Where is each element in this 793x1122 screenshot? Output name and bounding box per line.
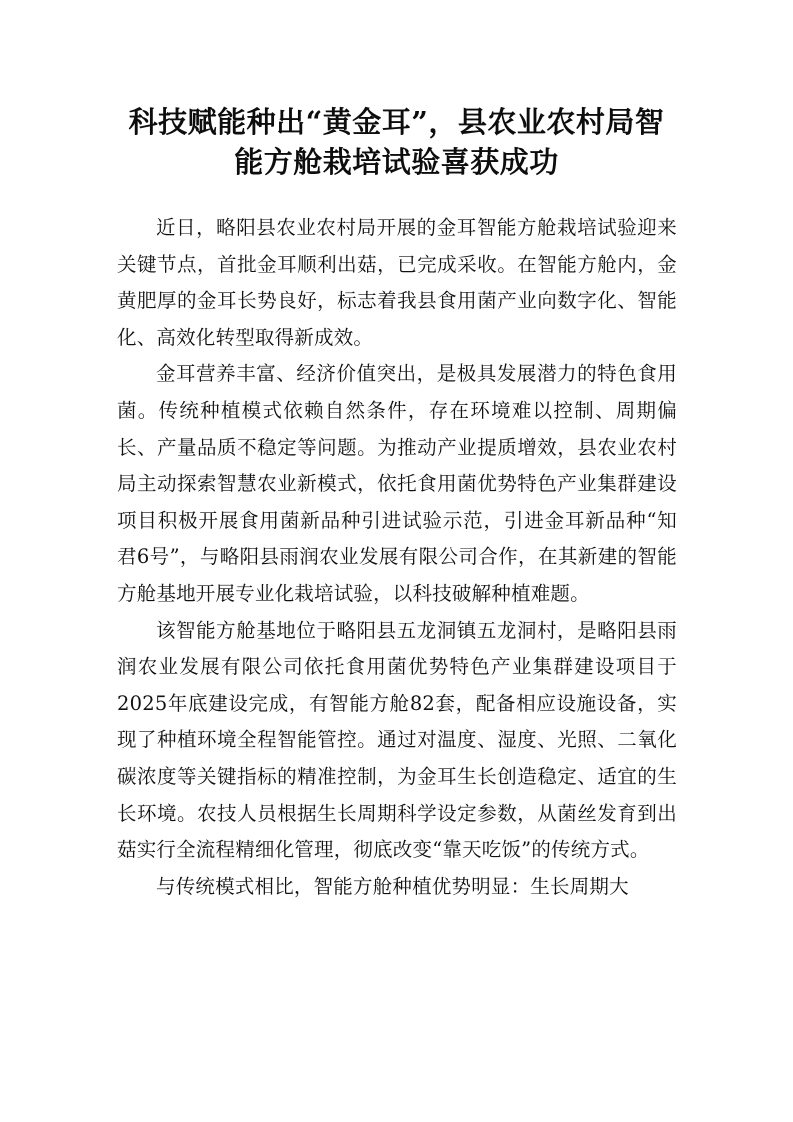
title-line-2: 能方舱栽培试验喜获成功 (234, 145, 559, 179)
title-line-1: 科技赋能种出“黄金耳”，县农业农村局智 (128, 105, 665, 139)
page-title (100, 102, 693, 182)
paragraph-2: 金耳营养丰富、经济价值突出，是极具发展潜力的特色食用菌。传统种植模式依赖自然条件，存在环境难以控制、周期偏长、产量品质不稳定等问题。为推动产业提质增效，县农业农村局主动探索智慧农业新模式，依托食用菌优势特色产业集群建设项目积极开展食用菌新品种引进试验示范，引进金耳新品种“知君6号”，与略阳县雨润农业发展有限公司合作，在其新建的智能方舱基地开展专业化栽培试验，以科技破解种植难题。 (117, 362, 677, 605)
paragraph-1: 近日，略阳县农业农村局开展的金耳智能方舱栽培试验迎来关键节点，首批金耳顺利出菇，已完成采收。在智能方舱内，金黄肥厚的金耳长势良好，标志着我县食用菌产业向数字化、智能化、高效化转型取得新成效。 (117, 216, 677, 349)
paragraph-3: 该智能方舱基地位于略阳县五龙洞镇五龙洞村，是略阳县雨润农业发展有限公司依托食用菌优势特色产业集群建设项目于2025年底建设完成，有智能方舱82套，配备相应设施设备，实现了种植环境全程智能管控。通过对温度、湿度、光照、二氧化碳浓度等关键指标的精准控制，为金耳生长创造稳定、适宜的生长环境。农技人员根据生长周期科学设定参数，从菌丝发育到出菇实行全流程精细化管理，彻底改变“靠天吃饭”的传统方式。 (117, 618, 677, 862)
paragraph-4: 与传统模式相比，智能方舱种植优势明显：生长周期大 (156, 874, 629, 898)
article-body (117, 210, 677, 905)
